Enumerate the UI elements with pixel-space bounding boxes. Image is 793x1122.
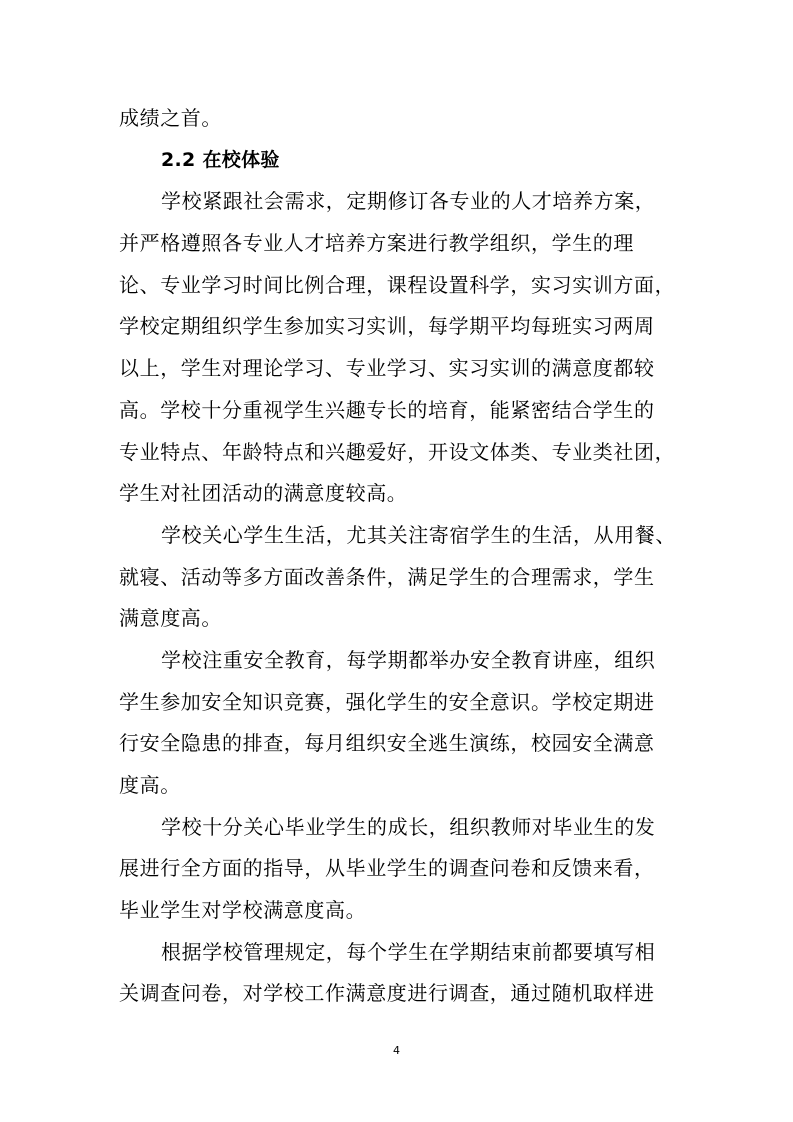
paragraph-safety: [119, 640, 679, 807]
page-body: [119, 98, 679, 1015]
paragraph-line: 学校紧跟社会需求，定期修订各专业的人才培养方案，: [161, 189, 656, 214]
paragraph-curriculum: [119, 181, 679, 515]
paragraph-line: 满意度高。: [119, 606, 222, 631]
paragraph-line: 学生参加安全知识竞赛，强化学生的安全意识。学校定期进: [119, 689, 655, 714]
paragraph-line: 度高。: [119, 773, 181, 797]
page-number: 4: [393, 1044, 400, 1057]
paragraph-line: 高。学校十分重视学生兴趣专长的培育，能紧密结合学生的: [119, 397, 655, 422]
paragraph-student-life: [119, 515, 679, 640]
paragraph-line: 以上，学生对理论学习、专业学习、实习实训的满意度都较: [119, 356, 655, 381]
paragraph-line: 关调查问卷，对学校工作满意度进行调查，通过随机取样进: [119, 981, 655, 1006]
paragraph-line: 展进行全方面的指导，从毕业学生的调查问卷和反馈来看，: [119, 856, 655, 881]
paragraph-line: 就寝、活动等多方面改善条件，满足学生的合理需求，学生: [119, 564, 655, 589]
paragraph-line: 论、专业学习时间比例合理，课程设置科学，实习实训方面，: [119, 272, 676, 297]
continued-paragraph-line: 成绩之首。: [119, 106, 222, 130]
paragraph-graduates: [119, 807, 679, 932]
paragraph-line: 专业特点、年龄特点和兴趣爱好，开设文体类、专业类社团，: [119, 439, 676, 464]
paragraph-line: 行安全隐患的排查，每月组织安全逃生演练，校园安全满意: [119, 731, 655, 756]
paragraph-line: 并严格遵照各专业人才培养方案进行教学组织，学生的理: [119, 231, 634, 256]
paragraph-line: 毕业学生对学校满意度高。: [119, 898, 367, 923]
paragraph-line: 学校十分关心毕业学生的成长，组织教师对毕业生的发: [161, 814, 656, 839]
paragraph-line: 学校注重安全教育，每学期都举办安全教育讲座，组织: [161, 647, 656, 672]
section-heading: 2.2 在校体验: [161, 148, 280, 171]
paragraph-line: 学生对社团活动的满意度较高。: [119, 481, 408, 506]
paragraph-line: 根据学校管理规定，每个学生在学期结束前都要填写相: [161, 939, 656, 964]
paragraph-survey: [119, 932, 679, 1015]
paragraph-line: 学校定期组织学生参加实习实训，每学期平均每班实习两周: [119, 314, 655, 339]
paragraph-line: 学校关心学生生活，尤其关注寄宿学生的生活，从用餐、: [161, 522, 676, 547]
